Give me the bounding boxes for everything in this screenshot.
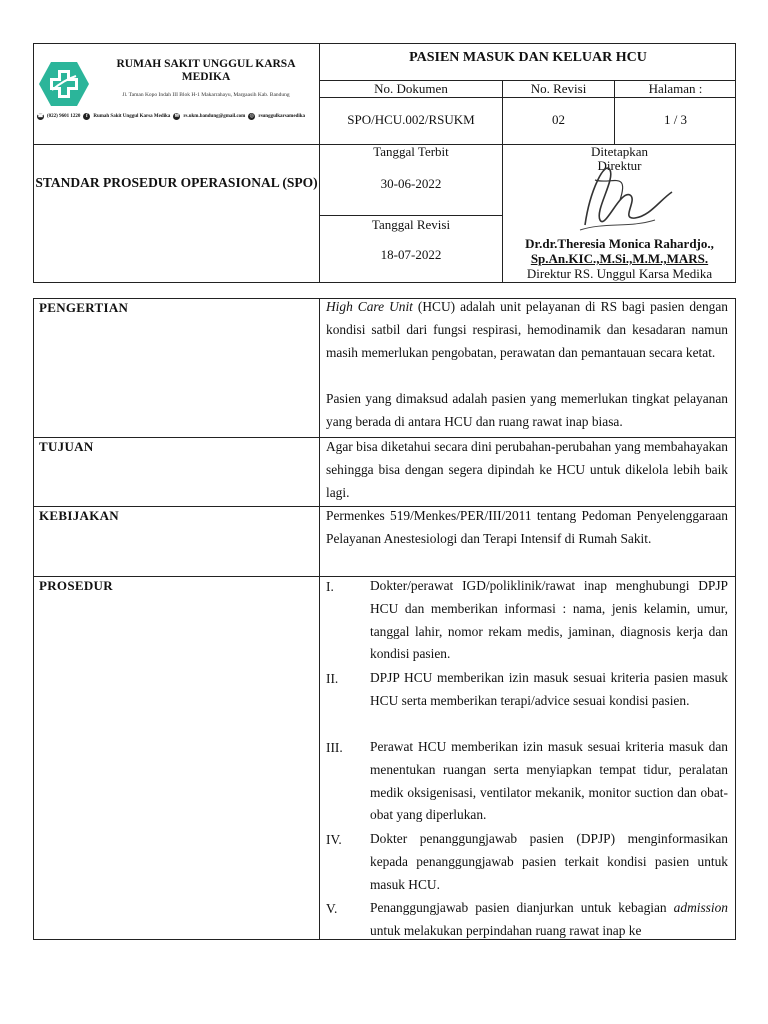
hcu-term: High Care Unit xyxy=(326,299,413,314)
kebijakan-paragraph: Permenkes 519/Menkes/PER/III/2011 tentang Pedoman Penyelenggaraan Pelayanan Anestesiologi dan Terapi Intensif di Rumah Sakit. xyxy=(326,508,728,546)
signer-name-line1: Dr.dr.Theresia Monica Rahardjo., xyxy=(525,236,714,251)
tanggal-terbit-label: Tanggal Terbit xyxy=(373,144,449,159)
prosedur-item-number: III. xyxy=(326,740,343,755)
direktur-label: Direktur xyxy=(597,158,642,173)
admission-term: admission xyxy=(673,900,728,915)
contact-phone: (022) 9601 1220 xyxy=(47,113,81,119)
tanggal-revisi-value: 18-07-2022 xyxy=(380,247,442,262)
prosedur-item-text: Dokter penanggungjawab pasien (DPJP) menginformasikan kepada penanggungjawab pasien terkait kondisi pasien untuk masuk HCU. xyxy=(370,831,728,892)
phone-icon: ☎ xyxy=(37,113,44,119)
tanggal-terbit-value: 30-06-2022 xyxy=(380,176,442,191)
facebook-icon: f xyxy=(83,113,90,120)
halaman-label: Halaman : xyxy=(648,81,703,96)
prosedur-item-number: II. xyxy=(326,671,339,686)
prosedur-item-number: V. xyxy=(326,901,338,916)
section-label-kebijakan: KEBIJAKAN xyxy=(39,508,119,523)
no-revisi-value: 02 xyxy=(552,112,565,127)
body-divider xyxy=(319,298,320,940)
spo-title: STANDAR PROSEDUR OPERASIONAL (SPO) xyxy=(35,175,318,190)
pengertian-paragraph-1 xyxy=(326,296,728,364)
prosedur-item-text: Perawat HCU memberikan izin masuk sesuai kriteria masuk dan menentukan ruangan serta menyiapkan tempat tidur, peralatan medik oksigenisasi, ventilator mekanik, monitor suction dan obat-obat yang diperlukan. xyxy=(370,739,728,823)
prosedur-item-text: DPJP HCU memberikan izin masuk sesuai kriteria pasien masuk HCU serta memberikan terapi/advice sesuai kondisi pasien. xyxy=(370,670,728,708)
pengertian-paragraph-2: Pasien yang dimaksud adalah pasien yang memerlukan tingkat pelayanan yang berada di antara HCU dan ruang rawat inap biasa. xyxy=(326,391,728,429)
document-title: PASIEN MASUK DAN KELUAR HCU xyxy=(409,50,647,65)
prosedur-item-text-part: untuk melakukan perpindahan ruang rawat inap ke xyxy=(370,922,642,938)
tanggal-revisi-label: Tanggal Revisi xyxy=(371,217,451,232)
hospital-logo xyxy=(38,60,90,108)
section-label-pengertian: PENGERTIAN xyxy=(39,300,129,315)
prosedur-item-text xyxy=(370,897,728,943)
signature xyxy=(560,150,680,240)
contact-email: rs.ukm.bandung@gmail.com xyxy=(183,113,246,119)
pengertian-text: (HCU) adalah unit pelayanan di RS bagi pasien dengan kondisi satbil dari fungsi respirasi, hemodinamik dan kesadaran namun masih memerlukan pengobatan, perawatan dan pemantauan secara ketat. xyxy=(326,299,728,360)
no-revisi-label: No. Revisi xyxy=(530,81,587,96)
ditetapkan-label: Ditetapkan xyxy=(590,144,649,159)
contact-instagram: rsunggulkarsamedika xyxy=(258,113,306,119)
header-divider xyxy=(319,97,736,98)
halaman-value: 1 / 3 xyxy=(663,112,688,127)
signer-name-line2: Sp.An.KIC.,M.Si.,M.M.,MARS. xyxy=(530,251,709,266)
prosedur-item-number: IV. xyxy=(326,832,342,847)
section-label-prosedur: PROSEDUR xyxy=(39,578,113,593)
contact-row xyxy=(37,110,317,122)
tujuan-paragraph: Agar bisa diketahui secara dini perubahan-perubahan yang membahayakan sehingga bisa dengan segera dipindah ke HCU untuk dikelola lebih baik lagi. xyxy=(326,439,728,500)
header-divider xyxy=(319,215,502,216)
section-label-tujuan: TUJUAN xyxy=(39,439,94,454)
no-dokumen-label: No. Dokumen xyxy=(374,81,448,96)
prosedur-item-text-part: Penanggungjawab pasien dianjurkan untuk kebagian xyxy=(370,900,674,915)
contact-facebook: Rumah Sakit Unggul Karsa Medika xyxy=(93,113,171,119)
prosedur-item-text: Dokter/perawat IGD/poliklinik/rawat inap menghubungi DPJP HCU dan memberikan informasi : nama, jenis kelamin, umur, tanggal lahir, nomor rekam medis, jaminan, diagnosis kerja dan kondisi pasien. xyxy=(370,578,728,662)
signer-role: Direktur RS. Unggul Karsa Medika xyxy=(526,266,713,281)
email-icon: ✉ xyxy=(174,113,179,119)
hospital-name: RUMAH SAKIT UNGGUL KARSA MEDIKA xyxy=(116,58,296,83)
instagram-icon: ◎ xyxy=(249,113,255,119)
hospital-address: Jl. Taman Kopo Indah III Blok H-1 Makarrahayu, Margaasih Kab. Bandung xyxy=(122,92,290,98)
prosedur-item-number: I. xyxy=(326,579,334,594)
no-dokumen-value: SPO/HCU.002/RSUKM xyxy=(347,112,475,127)
